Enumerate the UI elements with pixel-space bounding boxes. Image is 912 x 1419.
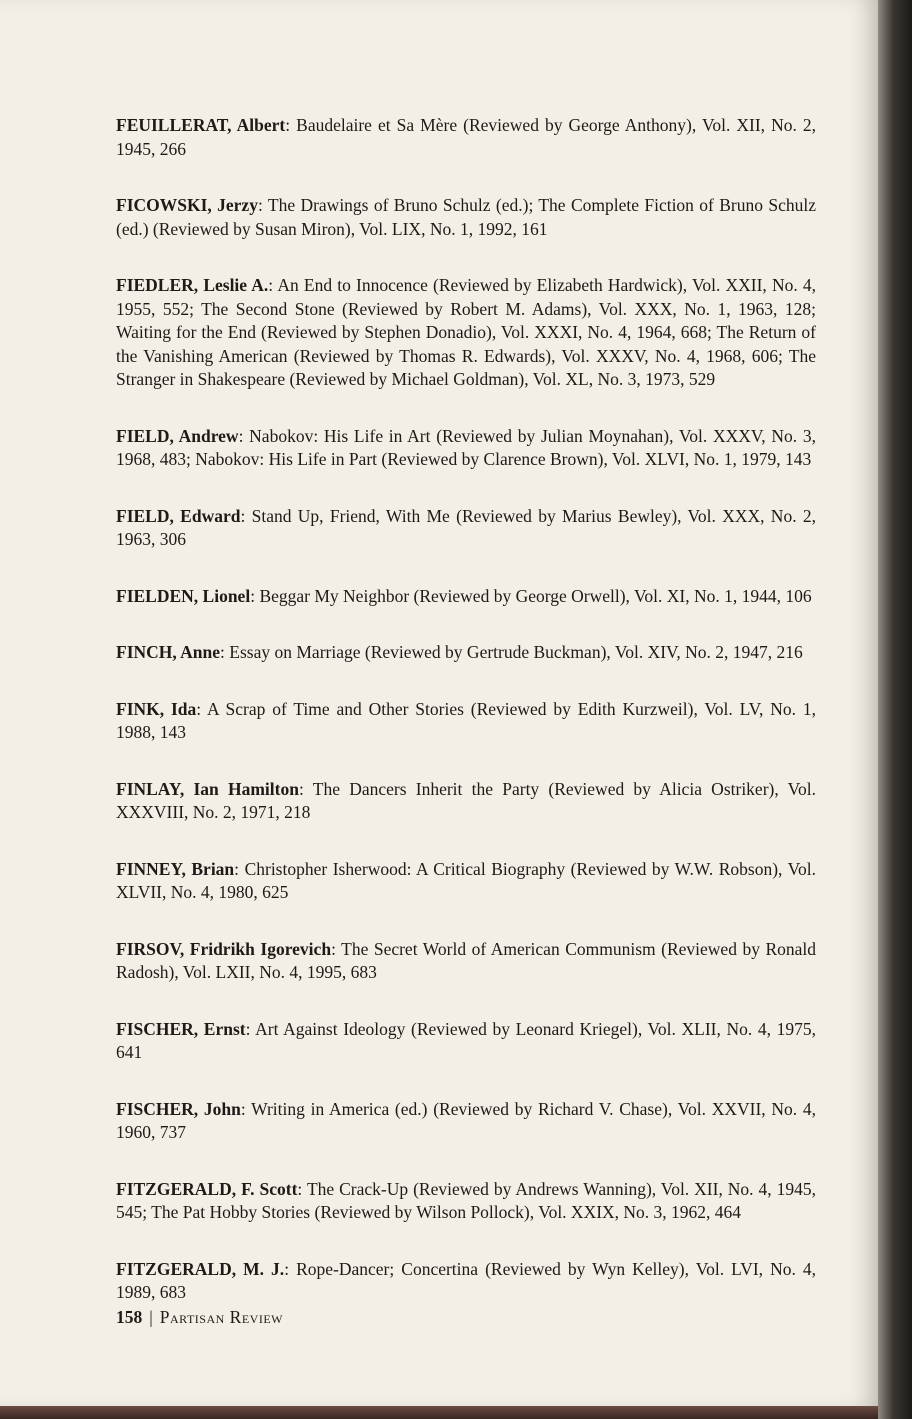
entry-text: Writing in America (ed.) (Reviewed by Richard V. Chase), Vol. XXVII, No. 4, 1960, 737 [116, 1098, 816, 1142]
footer-separator: | [149, 1307, 153, 1327]
author-name: FISCHER, Ernst [116, 1018, 246, 1039]
index-entry: FITZGERALD, F. Scott: The Crack-Up (Reviewed by Andrews Wanning), Vol. XII, No. 4, 1945, 545; The Pat Hobby Stories (Reviewed by Wilson Pollock), Vol. XXIX, No. 3, 1962, 464 [116, 1178, 817, 1222]
page-number: 158 [116, 1307, 143, 1327]
index-entry: FINLAY, Ian Hamilton: The Dancers Inherit the Party (Reviewed by Alicia Ostriker), Vol. XXXVIII, No. 2, 1971, 218 [116, 778, 817, 822]
author-name: FICOWSKI, Jerzy [116, 195, 258, 215]
index-entry: FICOWSKI, Jerzy: The Drawings of Bruno Schulz (ed.); The Complete Fiction of Bruno Schulz (ed.) (Reviewed by Susan Miron), Vol. LIX, No. 1, 1992, 161 [116, 195, 816, 239]
index-entry: FISCHER, John: Writing in America (ed.) (Reviewed by Richard V. Chase), Vol. XXVII, No. 4, 1960, 737 [116, 1098, 816, 1142]
index-entries [116, 114, 816, 1338]
entry-text: An End to Innocence (Reviewed by Elizabeth Hardwick), Vol. XXII, No. 4, 1955, 552; The Second Stone (Reviewed by Robert M. Adams), Vol. XXX, No. 1, 1963, 128; Waiting for the End (Reviewed by Stephen Donadio), Vol. XXXI, No. 4, 1964, 668; The Return of the Vanishing American (Reviewed by Thomas R. Edwards), Vol. XXXV, No. 4, 1968, 606; The Stranger in Shakespeare (Reviewed by Michael Goldman), Vol. XL, No. 3, 1973, 529 [116, 275, 816, 389]
author-name: FIELD, Andrew [116, 425, 239, 446]
index-entry: FIELD, Edward: Stand Up, Friend, With Me (Reviewed by Marius Bewley), Vol. XXX, No. 2, 1963, 306 [116, 505, 816, 549]
entry-text: Art Against Ideology (Reviewed by Leonard Kriegel), Vol. XLII, No. 4, 1975, 641 [116, 1018, 816, 1062]
index-entry: FINNEY, Brian: Christopher Isherwood: A Critical Biography (Reviewed by W.W. Robson), Vol. XLVII, No. 4, 1980, 625 [116, 858, 816, 902]
author-name: FINLAY, Ian Hamilton [116, 778, 299, 799]
author-name: FIELD, Edward [116, 505, 241, 526]
book-bottom-edge [0, 1406, 878, 1419]
author-name: FISCHER, John [116, 1098, 241, 1119]
author-name: FEUILLERAT, Albert [116, 115, 286, 135]
entry-text: Essay on Marriage (Reviewed by Gertrude Buckman), Vol. XIV, No. 2, 1947, 216 [229, 642, 803, 662]
index-entry: FIELDEN, Lionel: Beggar My Neighbor (Reviewed by George Orwell), Vol. XI, No. 1, 1944, 106 [116, 585, 812, 606]
author-name: FINK, Ida [116, 698, 197, 719]
entry-text: The Dancers Inherit the Party (Reviewed by Alicia Ostriker), Vol. XXXVIII, No. 2, 1971, 218 [116, 778, 817, 822]
author-name: FIRSOV, Fridrikh Igorevich [116, 938, 332, 959]
index-entry: FINK, Ida: A Scrap of Time and Other Stories (Reviewed by Edith Kurzweil), Vol. LV, No. 1, 1988, 143 [116, 698, 816, 742]
entry-text: Rope-Dancer; Concertina (Reviewed by Wyn Kelley), Vol. LVI, No. 4, 1989, 683 [116, 1258, 816, 1302]
book-spine-edge [878, 0, 912, 1419]
entry-text: A Scrap of Time and Other Stories (Reviewed by Edith Kurzweil), Vol. LV, No. 1, 1988, 143 [116, 698, 816, 742]
entry-text: Nabokov: His Life in Art (Reviewed by Julian Moynahan), Vol. XXXV, No. 3, 1968, 483; Nabokov: His Life in Part (Reviewed by Clarence Brown), Vol. XLVI, No. 1, 1979, 143 [116, 425, 816, 469]
index-entry: FIELD, Andrew: Nabokov: His Life in Art (Reviewed by Julian Moynahan), Vol. XXXV, No. 3, 1968, 483; Nabokov: His Life in Part (Reviewed by Clarence Brown), Vol. XLVI, No. 1, 1979, 143 [116, 425, 816, 469]
entry-text: Beggar My Neighbor (Reviewed by George Orwell), Vol. XI, No. 1, 1944, 106 [259, 585, 812, 606]
index-entry: FIEDLER, Leslie A.: An End to Innocence (Reviewed by Elizabeth Hardwick), Vol. XXII, No. 4, 1955, 552; The Second Stone (Reviewed by Robert M. Adams), Vol. XXX, No. 1, 1963, 128; Waiting for the End (Reviewed by Stephen Donadio), Vol. XXXI, No. 4, 1964, 668; The Return of the Vanishing American (Reviewed by Thomas R. Edwards), Vol. XXXV, No. 4, 1968, 606; The Stranger in Shakespeare (Reviewed by Michael Goldman), Vol. XL, No. 3, 1973, 529 [116, 275, 816, 389]
index-entry: FIRSOV, Fridrikh Igorevich: The Secret World of American Communism (Reviewed by Ronald Radosh), Vol. LXII, No. 4, 1995, 683 [116, 938, 817, 982]
entry-text: The Crack-Up (Reviewed by Andrews Wanning), Vol. XII, No. 4, 1945, 545; The Pat Hobby Stories (Reviewed by Wilson Pollock), Vol. XXIX, No. 3, 1962, 464 [116, 1178, 817, 1222]
journal-title: Partisan Review [159, 1307, 283, 1327]
entry-text: Baudelaire et Sa Mère (Reviewed by George Anthony), Vol. XII, No. 2, 1945, 266 [116, 115, 816, 159]
index-entry: FINCH, Anne: Essay on Marriage (Reviewed by Gertrude Buckman), Vol. XIV, No. 2, 1947, 216 [116, 642, 803, 662]
author-name: FINNEY, Brian [116, 858, 235, 879]
author-name: FIELDEN, Lionel [116, 585, 251, 606]
entry-text: Christopher Isherwood: A Critical Biography (Reviewed by W.W. Robson), Vol. XLVII, No. 4, 1980, 625 [116, 858, 816, 902]
author-name: FINCH, Anne [116, 642, 221, 662]
index-entry: FEUILLERAT, Albert: Baudelaire et Sa Mère (Reviewed by George Anthony), Vol. XII, No. 2, 1945, 266 [116, 115, 816, 159]
author-name: FITZGERALD, F. Scott [116, 1178, 298, 1199]
index-entry: FITZGERALD, M. J.: Rope-Dancer; Concertina (Reviewed by Wyn Kelley), Vol. LVI, No. 4, 1989, 683 [116, 1258, 816, 1302]
page-footer [116, 1307, 283, 1328]
entry-text: The Drawings of Bruno Schulz (ed.); The Complete Fiction of Bruno Schulz (ed.) (Reviewed by Susan Miron), Vol. LIX, No. 1, 1992, 161 [116, 195, 816, 239]
entry-text: The Secret World of American Communism (Reviewed by Ronald Radosh), Vol. LXII, No. 4, 1995, 683 [116, 938, 817, 982]
index-entry: FISCHER, Ernst: Art Against Ideology (Reviewed by Leonard Kriegel), Vol. XLII, No. 4, 1975, 641 [116, 1018, 816, 1062]
entry-text: Stand Up, Friend, With Me (Reviewed by Marius Bewley), Vol. XXX, No. 2, 1963, 306 [116, 505, 816, 549]
author-name: FIEDLER, Leslie A. [116, 275, 269, 295]
author-name: FITZGERALD, M. J. [116, 1258, 285, 1279]
